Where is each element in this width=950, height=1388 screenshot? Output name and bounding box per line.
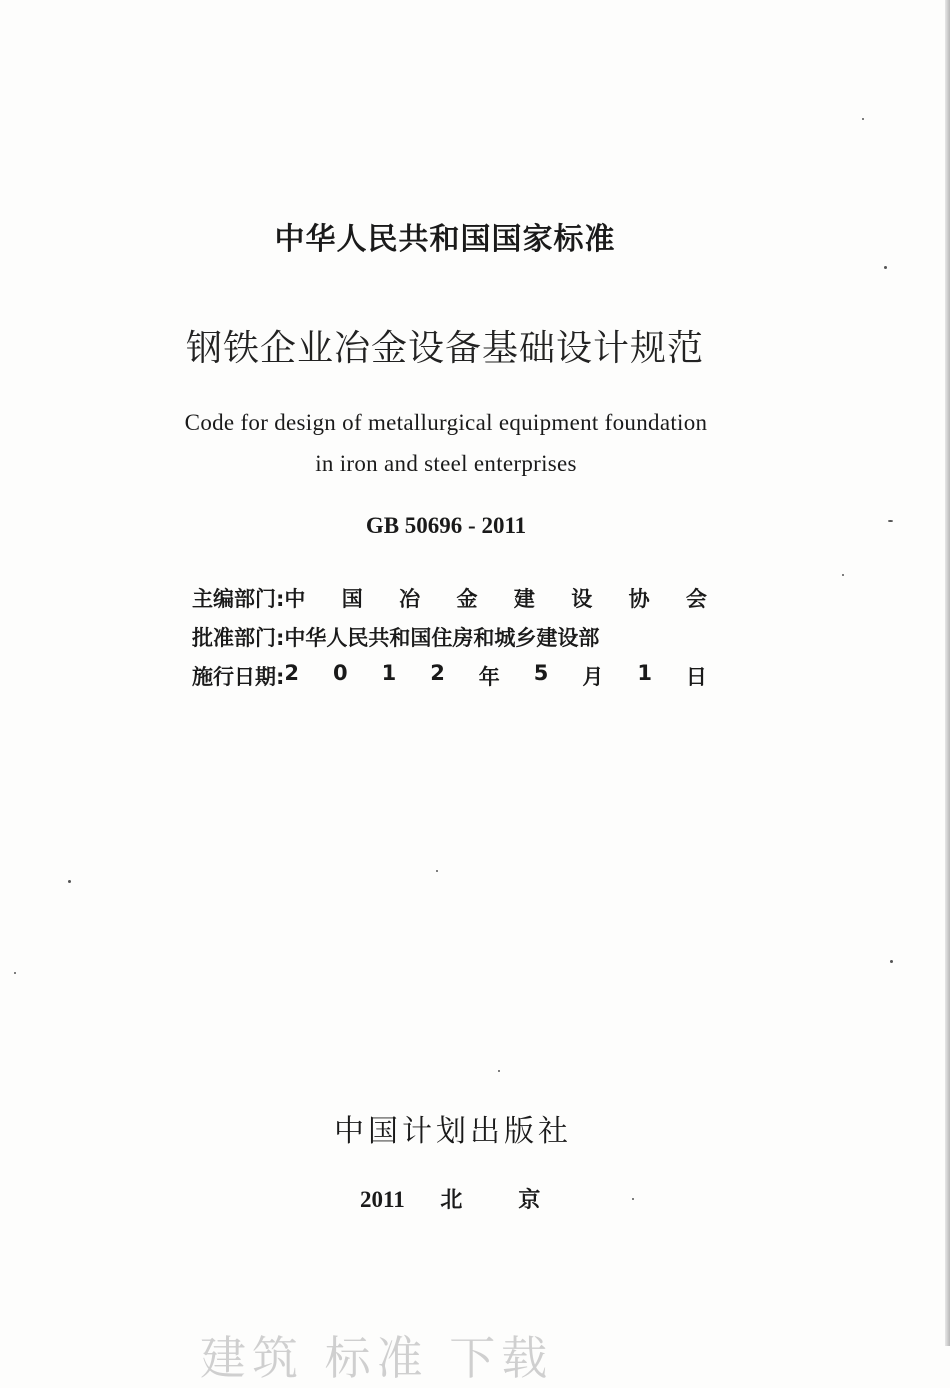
scan-speck <box>842 574 844 576</box>
scan-speck <box>498 1070 500 1072</box>
scan-speck <box>436 870 438 872</box>
editor-row <box>192 578 707 617</box>
approver-label: 批准部门: <box>192 625 285 650</box>
date-char: 日 <box>685 664 707 689</box>
editor-char: 协 <box>628 586 650 611</box>
approver-value: 中华人民共和国住房和城乡建设部 <box>284 625 600 650</box>
effective-date-row <box>192 656 707 695</box>
date-char: 2 <box>430 660 445 685</box>
title-english-line2: in iron and steel enterprises <box>315 451 577 476</box>
scan-speck <box>888 520 893 522</box>
effective-date-value <box>284 661 707 691</box>
scan-speck <box>862 118 864 120</box>
date-char: 2 <box>284 660 300 685</box>
scan-speck <box>890 960 893 963</box>
scan-speck <box>884 266 887 269</box>
date-char: 1 <box>381 660 397 685</box>
effective-date-label: 施行日期: <box>192 664 285 689</box>
standard-category-label: 中华人民共和国国家标准 <box>274 222 616 257</box>
title-english <box>0 402 892 484</box>
page-edge-shadow <box>945 0 950 1346</box>
title-english-line1: Code for design of metallurgical equipment foundation <box>184 410 708 435</box>
date-char: 年 <box>478 664 500 689</box>
editor-char: 设 <box>571 586 593 611</box>
publication-year: 2011 <box>360 1187 405 1212</box>
scan-speck <box>68 880 71 883</box>
title-chinese: 钢铁企业冶金设备基础设计规范 <box>185 328 704 369</box>
editor-char: 国 <box>341 586 363 611</box>
watermark-text: 建筑 标准 下载 <box>200 1331 554 1385</box>
editor-char: 冶 <box>399 586 421 611</box>
editor-char: 中 <box>284 586 306 611</box>
scan-speck <box>14 972 16 974</box>
date-char: 月 <box>582 664 604 689</box>
editor-value <box>284 583 707 613</box>
date-char: 0 <box>333 660 348 685</box>
publication-city: 北京 <box>440 1188 597 1213</box>
standard-number: GB 50696 - 2011 <box>365 513 527 538</box>
publication-place <box>360 1183 596 1214</box>
date-char: 1 <box>637 660 652 685</box>
metadata-block <box>192 578 707 695</box>
editor-char: 金 <box>456 586 478 611</box>
scan-speck <box>632 1198 634 1200</box>
date-char: 5 <box>533 660 549 685</box>
approver-row <box>192 617 707 656</box>
editor-label: 主编部门: <box>192 586 285 611</box>
editor-char: 建 <box>513 586 535 611</box>
publisher-name: 中国计划出版社 <box>334 1114 572 1149</box>
editor-char: 会 <box>685 586 707 611</box>
